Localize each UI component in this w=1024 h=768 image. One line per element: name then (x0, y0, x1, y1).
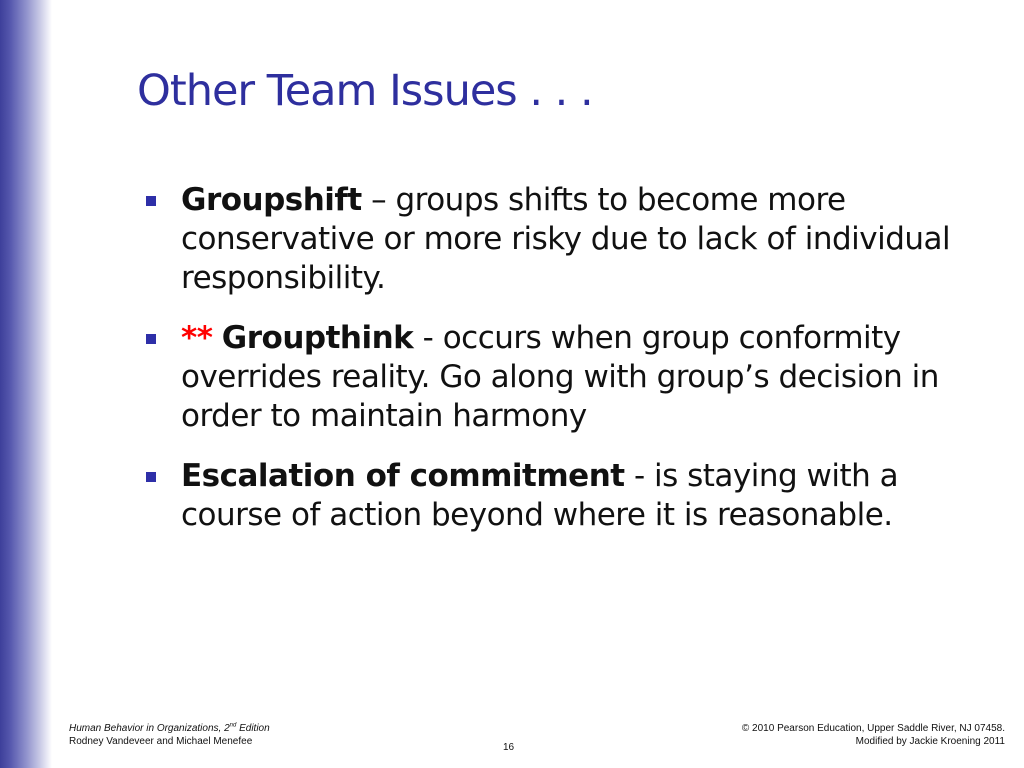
bullet-text: – groups shifts to become more conservative or more risky due to lack of individual responsibility. (181, 182, 951, 296)
bullet-list (146, 181, 1008, 556)
book-title: Human Behavior in Organizations, 2nd Edition (69, 722, 270, 734)
square-bullet-icon (146, 196, 156, 206)
book-authors: Rodney Vandeveer and Michael Menefee (69, 736, 253, 747)
bullet-text: - occurs when group conformity overrides reality. Go along with group’s decision in order to maintain harmony (181, 320, 939, 434)
page-number: 16 (503, 742, 515, 753)
square-bullet-icon (146, 334, 156, 344)
bullet-text: - is staying with a course of action beyond where it is reasonable. (181, 458, 899, 533)
bullet-term: Groupthink (221, 320, 414, 356)
bullet-escalation (146, 457, 1008, 535)
slide-title: Other Team Issues . . . (137, 66, 593, 116)
footer-book-info (69, 722, 270, 748)
square-bullet-icon (146, 472, 156, 482)
emphasis-stars: ** (181, 320, 213, 356)
footer-copyright (742, 722, 1005, 748)
bullet-groupthink (146, 319, 1008, 436)
bullet-term: Escalation of commitment (181, 458, 625, 494)
modified-line: Modified by Jackie Kroening 2011 (855, 736, 1005, 747)
bullet-term: Groupshift (181, 182, 362, 218)
copyright-line: © 2010 Pearson Education, Upper Saddle River, NJ 07458. (741, 723, 1005, 734)
side-gradient-band (0, 0, 52, 768)
edition-superscript: nd (229, 722, 237, 729)
bullet-groupshift (146, 181, 1008, 298)
